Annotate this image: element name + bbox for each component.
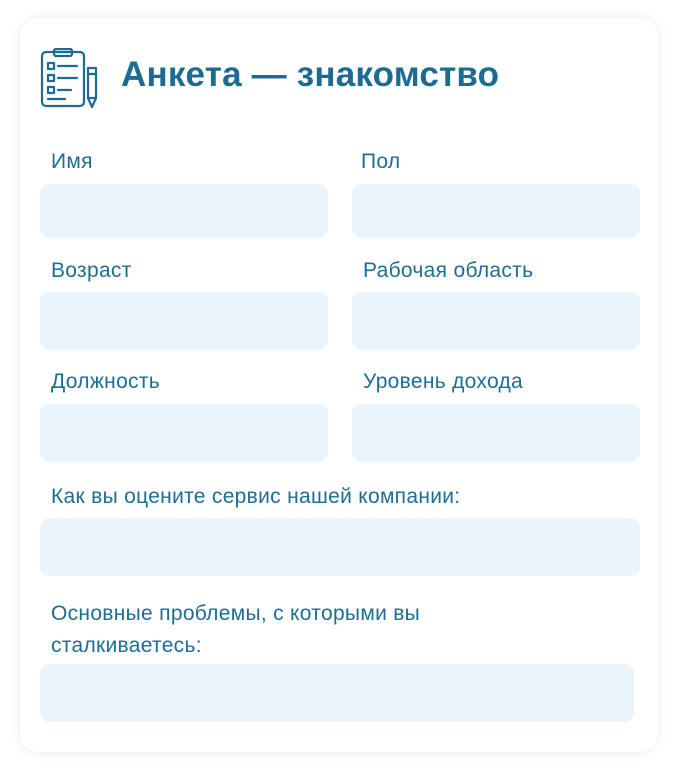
- position-input[interactable]: [40, 404, 328, 462]
- position-label: Должность: [51, 370, 161, 393]
- name-label: Имя: [51, 150, 93, 173]
- main-problems-label: Основные проблемы, с которыми вы сталкиваетесь:: [51, 602, 421, 657]
- service-rating-label: Как вы оцените сервис нашей компании:: [51, 485, 461, 508]
- age-input[interactable]: [40, 292, 328, 350]
- questionnaire-clipboard-icon: [39, 48, 101, 110]
- form-title: Анкета — знакомство: [121, 55, 500, 94]
- service-rating-input[interactable]: [40, 518, 640, 576]
- gender-label: Пол: [361, 150, 401, 173]
- work-area-input[interactable]: [352, 292, 640, 350]
- income-level-input[interactable]: [352, 404, 640, 462]
- work-area-label: Рабочая область: [363, 259, 534, 282]
- name-input[interactable]: [40, 184, 328, 238]
- income-level-label: Уровень дохода: [363, 370, 524, 393]
- gender-input[interactable]: [352, 184, 640, 238]
- age-label: Возраст: [51, 259, 132, 282]
- main-problems-input[interactable]: [40, 664, 634, 722]
